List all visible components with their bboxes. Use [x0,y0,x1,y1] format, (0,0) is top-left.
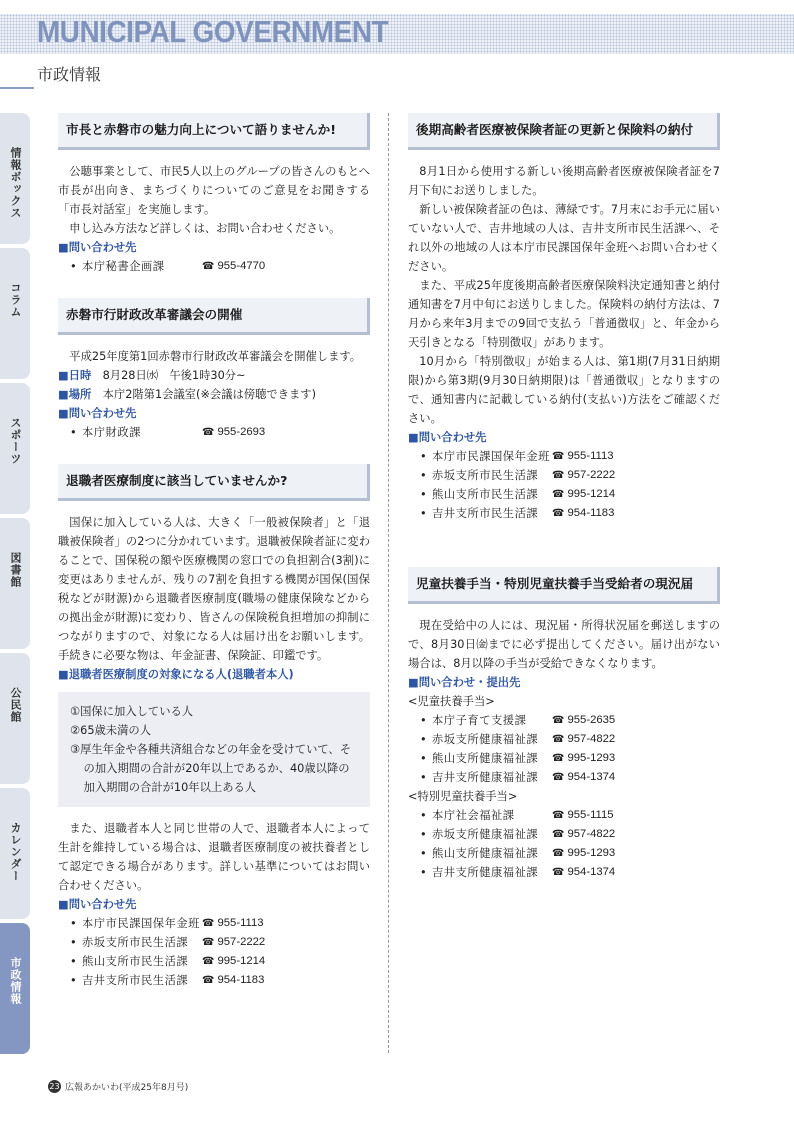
phone-icon: ☎ [552,715,565,726]
contact-org: 本庁財政課 [82,426,141,439]
paragraph: 平成25年度第1回赤磐市行財政改革審議会を開催します。 [69,350,362,363]
phone-icon: ☎ [202,956,215,967]
place-row [58,385,370,404]
section-title: 市長と赤磐市の魅力向上について語りませんか! [58,113,370,150]
eligibility-box [58,692,370,807]
phone-icon: ☎ [552,508,565,519]
contact-row: • 本庁子育て支援課 ☎ 955-2635 [408,711,720,730]
target-heading: ■ 退職者医療制度の対象になる人(退職者本人) [58,665,370,684]
side-tab-label: 公民館 [9,687,22,723]
contact-row: • 赤坂支所健康福祉課 ☎ 957-4822 [408,825,720,844]
contact-tel: 955-2693 [217,426,266,438]
contact-row: • 吉井支所健康福祉課 ☎ 954-1374 [408,768,720,787]
paragraph: 申し込み方法など詳しくは、お問い合わせください。 [69,222,341,235]
contact-row: • 本庁市民課国保年金班 ☎ 955-1113 [408,447,720,466]
side-tab-label: 図書館 [9,552,22,588]
contact-org: 吉井支所健康福祉課 [432,771,539,784]
contact-org: 本庁社会福祉課 [432,809,515,822]
paragraph: 公聴事業として、市民5人以上のグループの皆さんのもとへ市長が出向き、まちづくりについてのご意見をお聞きする「市長対話室」を実施します。 [58,165,370,216]
paragraph: 国保に加入している人は、大きく「一般被保険者」と「退職被保険者」の2つに分かれています。退職被保険者証に変わることで、国保税の額や医療機関の窓口での負担割合(3割)に変更はありませんが、残りの7割を負担する機関が国保(国保税などが財源)から退職者医療制度(職場の健康保険などからの拠出金が財源)に変わり、皆さんの保険税負担増加の抑制につながりますので、対象になる人は届け出をお願いします。手続きに必要な物は、年金証書、保険証、印鑑です。 [58,516,370,662]
contact-row: • 吉井支所健康福祉課 ☎ 954-1374 [408,863,720,882]
side-tab-list [0,113,30,1058]
contact-tel: 995-1214 [567,488,616,500]
contact-tel: 957-4822 [567,828,616,840]
contact-org: 熊山支所市民生活課 [432,488,539,501]
phone-icon: ☎ [552,867,565,878]
contact-heading: ■ 問い合わせ先 [58,404,370,423]
phone-icon: ☎ [552,753,565,764]
footer-text: 広報あかいわ(平成25年8月号) [65,1083,189,1093]
phone-icon: ☎ [552,810,565,821]
contact-tel: 954-1374 [567,771,616,783]
phone-icon: ☎ [202,261,215,272]
contact-tel: 995-1293 [567,752,616,764]
contact-tel: 995-1293 [567,847,616,859]
contact-tel: 955-1113 [217,917,264,929]
paragraph: 新しい被保険者証の色は、薄緑です。7月末にお手元に届いていない人で、吉井地域の人は、吉井支所市民生活課へ、それ以外の地域の人は本庁市民課国保年金班へお問い合わせください。 [408,203,720,273]
contact-heading: ■ 問い合わせ・提出先 [408,673,720,692]
contact-org: 赤坂支所健康福祉課 [432,733,539,746]
phone-icon: ☎ [552,734,565,745]
contact-row: • 本庁財政課 ☎ 955-2693 [58,423,370,442]
contact-tel: 954-1374 [567,866,616,878]
date-row [58,366,370,385]
phone-icon: ☎ [202,918,215,929]
side-tab-label: スポーツ [9,417,22,465]
contact-tel: 955-1113 [567,450,614,462]
contact-org: 熊山支所健康福祉課 [432,752,539,765]
contact-row: • 赤坂支所健康福祉課 ☎ 957-4822 [408,730,720,749]
contact-row: • 熊山支所市民生活課 ☎ 995-1214 [408,485,720,504]
contact-org: 熊山支所健康福祉課 [432,847,539,860]
section-title: 退職者医療制度に該当していませんか? [58,464,370,501]
side-tab-label: 情報ボックス [9,147,22,219]
contact-tel: 995-1214 [217,955,266,967]
contact-row: • 赤坂支所市民生活課 ☎ 957-2222 [58,933,370,952]
left-column [58,113,370,1012]
side-tab-calendar[interactable] [0,788,30,919]
contact-org: 吉井支所健康福祉課 [432,866,539,879]
contact-heading: ■ 問い合わせ先 [58,895,370,914]
phone-icon: ☎ [202,975,215,986]
header-rule [0,87,34,89]
side-tab-info-box[interactable] [0,113,30,244]
contact-org: 赤坂支所健康福祉課 [432,828,539,841]
phone-icon: ☎ [552,489,565,500]
contact-org: 赤坂支所市民生活課 [82,936,189,949]
list-item: ②65歳未満の人 [70,724,151,737]
side-tab-label: カレンダー [9,822,22,882]
side-tab-library[interactable] [0,518,30,649]
contact-tel: 955-4770 [217,260,266,272]
contact-tel: 955-2635 [567,714,616,726]
contact-org: 本庁子育て支援課 [432,714,527,727]
date-value: 8月28日㈬ 午後1時30分~ [91,369,246,382]
side-tab-sports[interactable] [0,383,30,514]
contact-tel: 957-2222 [567,469,616,481]
paragraph: 10月から「特別徴収」が始まる人は、第1期(7月31日納期限)から第3期(9月30日納期限)は「普通徴収」となりますので、通知書内に記載している納付(支払い)方法をご確認ください。 [408,355,720,425]
section-elderly-insurance [408,113,720,523]
section-retiree-medical [58,464,370,990]
column-divider [388,113,389,1053]
contact-tel: 954-1183 [217,974,265,986]
contact-row: • 本庁市民課国保年金班 ☎ 955-1113 [58,914,370,933]
list-item: ①国保に加入している人 [70,705,194,718]
contact-org: 本庁秘書企画課 [82,260,165,273]
page-number: 23 [49,1082,60,1091]
contact-row: • 熊山支所健康福祉課 ☎ 995-1293 [408,844,720,863]
contact-org: 吉井支所市民生活課 [432,507,539,520]
contact-row: • 吉井支所市民生活課 ☎ 954-1183 [408,504,720,523]
section-child-allowance [408,567,720,882]
contact-tel: 957-4822 [567,733,616,745]
contact-row: • 熊山支所健康福祉課 ☎ 995-1293 [408,749,720,768]
contact-row: • 吉井支所市民生活課 ☎ 954-1183 [58,971,370,990]
contact-tel: 954-1183 [567,507,615,519]
section-title: 赤磐市行財政改革審議会の開催 [58,298,370,335]
phone-icon: ☎ [552,848,565,859]
place-label: ■ 場所 [58,388,91,401]
paragraph: 現在受給中の人には、現況届・所得状況届を郵送しますので、8月30日㈮までに必ず提出してください。届け出がない場合は、8月以降の手当が受給できなくなります。 [408,619,720,670]
date-label: ■ 日時 [58,369,91,382]
phone-icon: ☎ [552,829,565,840]
paragraph: 8月1日から使用する新しい後期高齢者医療被保険者証を7月下旬にお送りしました。 [408,165,720,197]
phone-icon: ☎ [552,772,565,783]
contact-org: 本庁市民課国保年金班 [82,917,200,930]
phone-icon: ☎ [202,937,215,948]
contact-row: • 本庁秘書企画課 ☎ 955-4770 [58,257,370,276]
contact-org: 熊山支所市民生活課 [82,955,189,968]
section-title: 後期高齢者医療被保険者証の更新と保険料の納付 [408,113,720,150]
contact-heading: ■ 問い合わせ先 [58,238,370,257]
contact-org: 吉井支所市民生活課 [82,974,189,987]
contact-row: • 赤坂支所市民生活課 ☎ 957-2222 [408,466,720,485]
contact-org: 本庁市民課国保年金班 [432,450,550,463]
phone-icon: ☎ [552,451,565,462]
side-tab-community-center[interactable] [0,653,30,784]
contact-org: 赤坂支所市民生活課 [432,469,539,482]
side-tab-column[interactable] [0,248,30,379]
place-value: 本庁2階第1会議室(※会議は傍聴できます) [91,388,317,401]
contact-row: • 本庁社会福祉課 ☎ 955-1115 [408,806,720,825]
paragraph: また、退職者本人と同じ世帯の人で、退職者本人によって生計を維持している場合は、退職者医療制度の被扶養者として認定できる場合があります。詳しい基準についてはお問い合わせください。 [58,822,370,892]
section-admin-reform [58,298,370,442]
contact-row: • 熊山支所市民生活課 ☎ 995-1214 [58,952,370,971]
section-mayor-dialogue [58,113,370,276]
contact-tel: 955-1115 [567,809,614,821]
page-subtitle: 市政情報 [37,65,102,84]
group-label: <特別児童扶養手当> [408,790,518,803]
side-tab-label: 市政情報 [9,957,22,1005]
paragraph: また、平成25年度後期高齢者医療保険料決定通知書と納付通知書を7月中旬にお送りしました。保険料の納付方法は、7月から来年3月までの9回で支払う「普通徴収」と、年金から天引きとなる「特別徴収」があります。 [408,279,720,349]
phone-icon: ☎ [552,470,565,481]
right-column [408,113,720,904]
phone-icon: ☎ [202,427,215,438]
page-footer [48,1080,188,1093]
section-title: 児童扶養手当・特別児童扶養手当受給者の現況届 [408,567,720,604]
side-tab-municipal-info[interactable] [0,923,30,1054]
list-item: ③厚生年金や各種共済組合などの年金を受けていて、その加入期間の合計が20年以上であるか、40歳以降の加入期間の合計が10年以上ある人 [70,743,352,794]
contact-tel: 957-2222 [217,936,266,948]
side-tab-label: コラム [9,282,22,318]
group-label: <児童扶養手当> [408,695,495,708]
page-title: MUNICIPAL GOVERNMENT [37,14,389,49]
contact-heading: ■ 問い合わせ先 [408,428,720,447]
